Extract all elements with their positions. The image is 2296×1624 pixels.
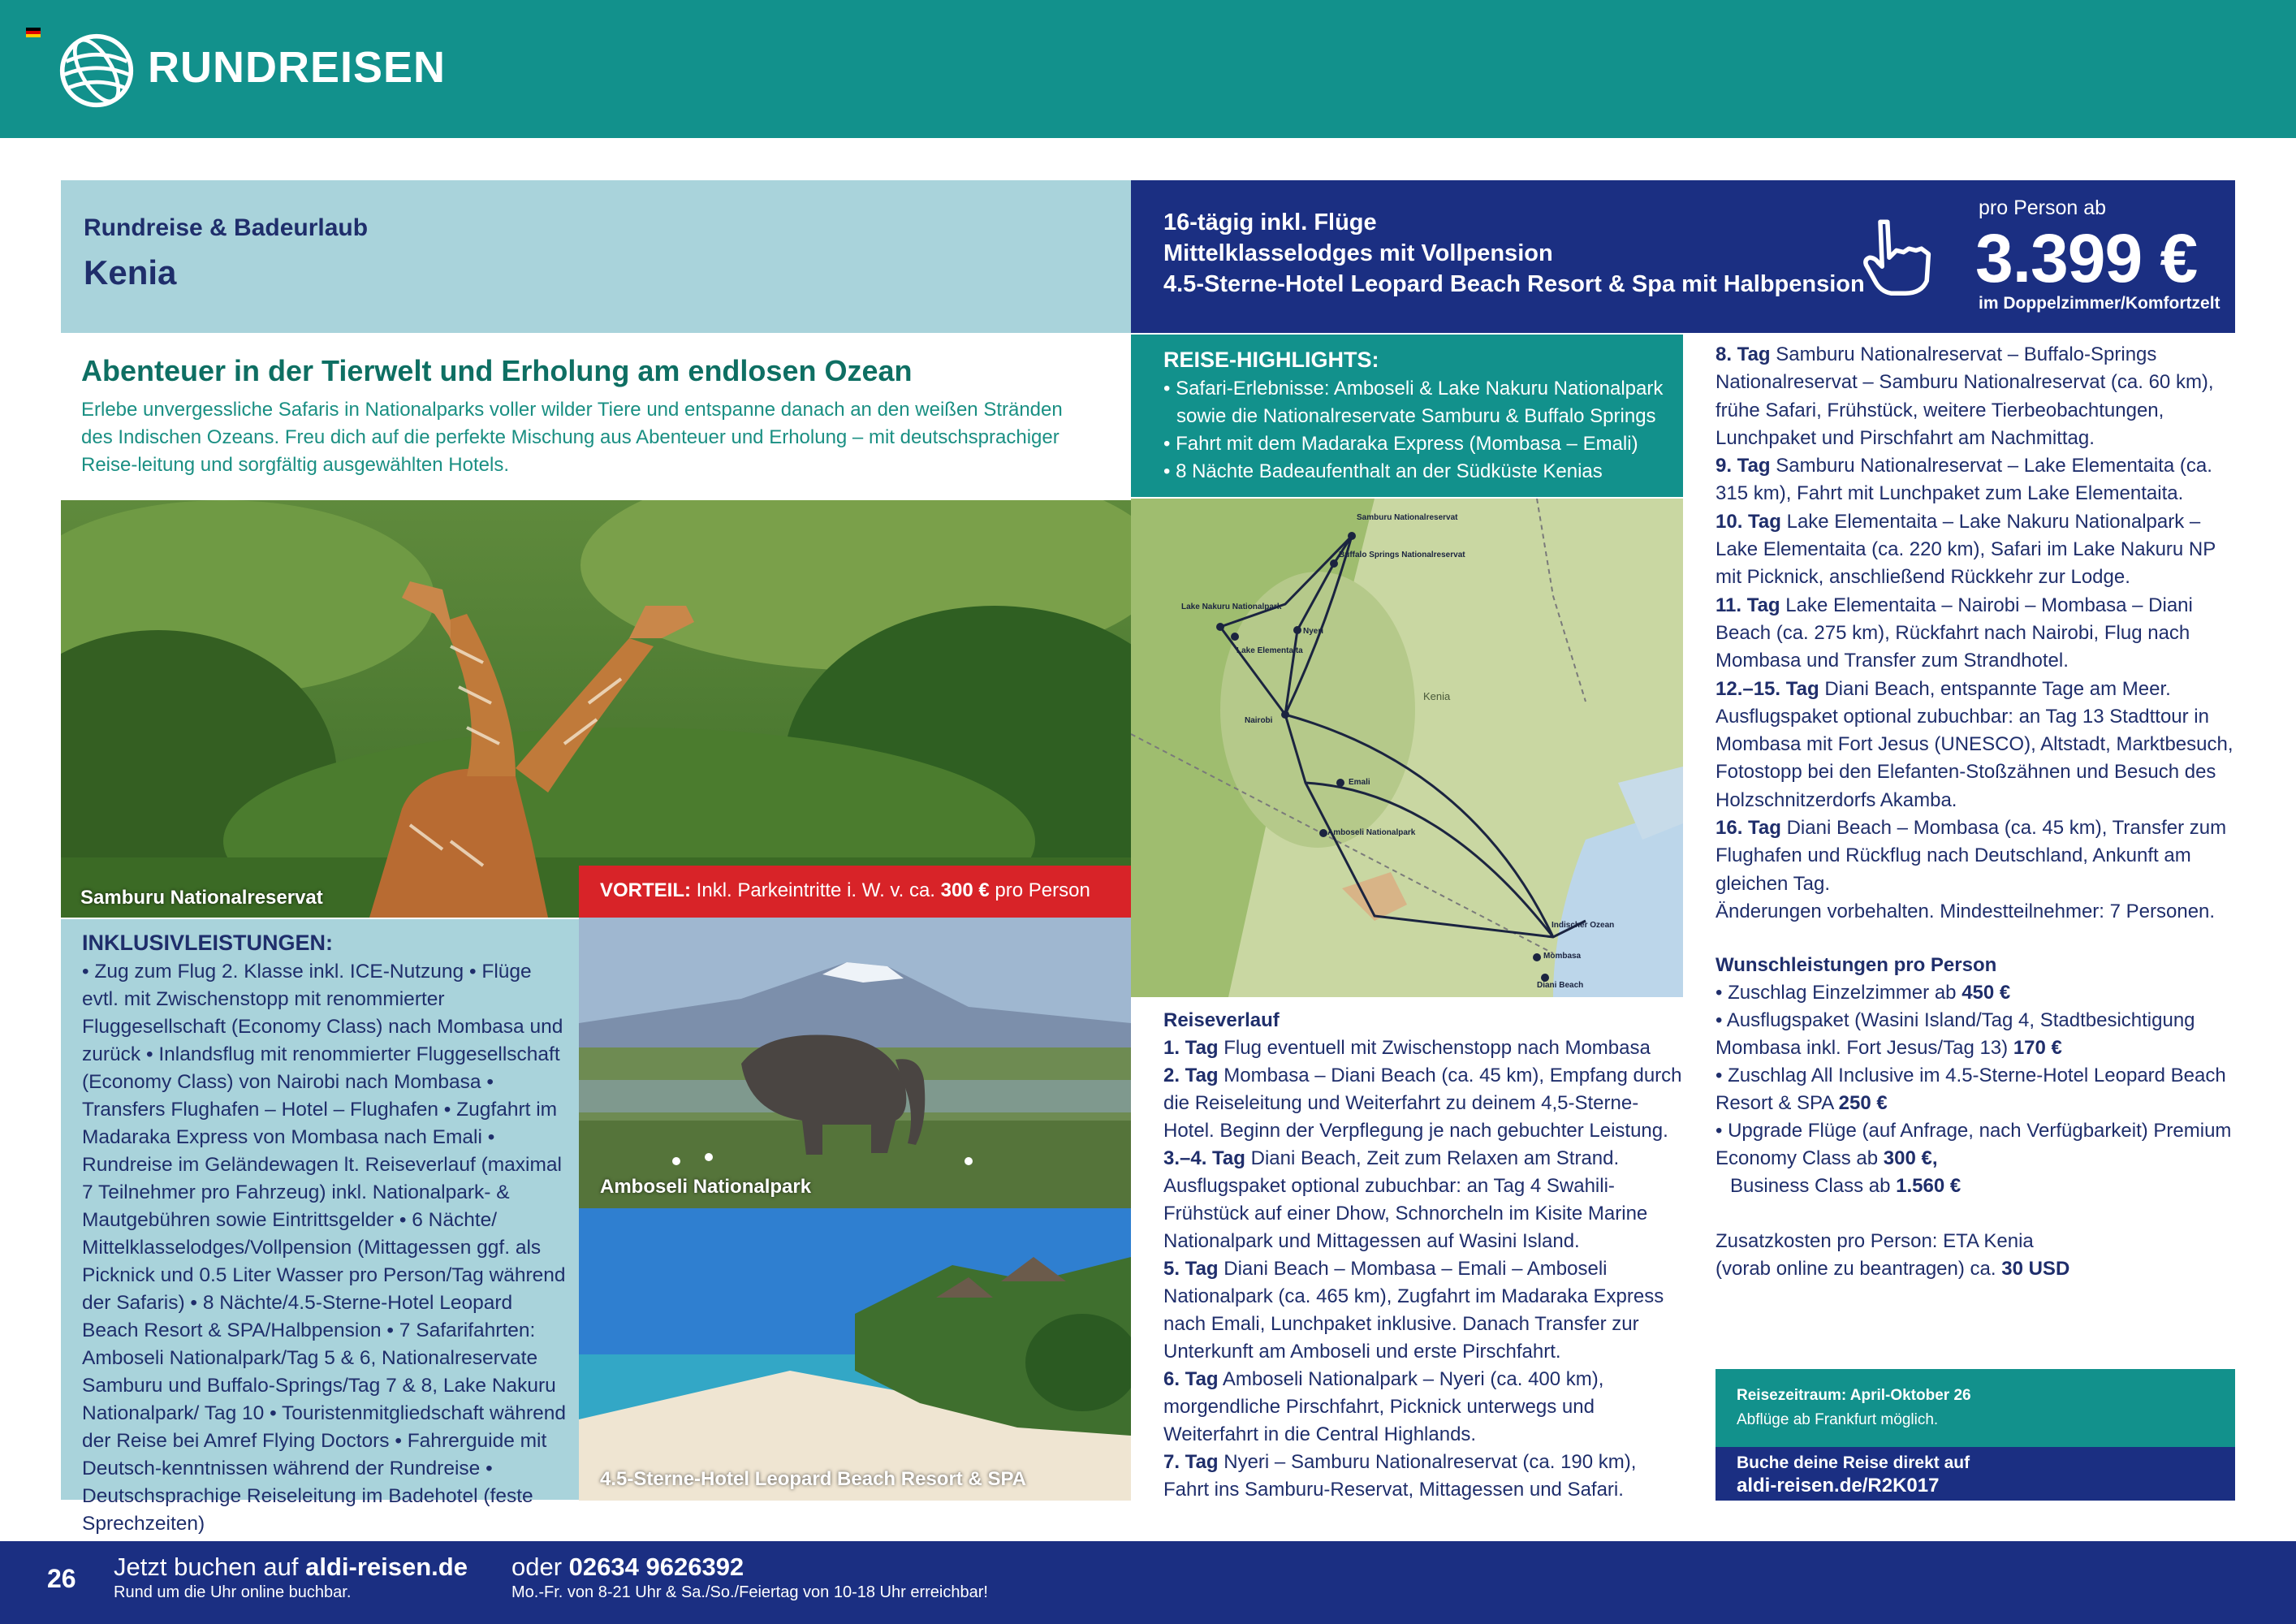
photo-giraffes — [61, 500, 1131, 918]
inclusive-services — [61, 919, 579, 1535]
itinerary-day: 11. Tag Lake Elementaita – Nairobi – Mombasa – Diani Beach (ca. 275 km), Rückfahrt nach Nairobi, Flug nach Mombasa und Transfer zum Strandhotel. — [1716, 594, 2193, 672]
globe-icon — [58, 32, 135, 109]
itinerary-col-2 — [1716, 341, 2239, 926]
map-label-emali: Emali — [1349, 778, 1370, 787]
elephant-illustration — [579, 918, 1131, 1208]
flag-icon — [26, 28, 41, 37]
footer-website-link[interactable]: aldi-reisen.de — [305, 1553, 468, 1581]
section-header — [0, 0, 2296, 138]
map-label-kenia: Kenia — [1423, 690, 1451, 702]
extras-heading: Wunschleistungen pro Person — [1716, 954, 1997, 976]
footer-phone-hours: Mo.-Fr. von 8-21 Uhr & Sa./So./Feiertag von 10-18 Uhr erreichbar! — [511, 1583, 988, 1601]
map-label-samburu: Samburu Nationalreservat — [1357, 513, 1458, 522]
optional-extras — [1716, 952, 2239, 1200]
page-number: 26 — [47, 1564, 76, 1593]
extras-item: • Zuschlag All Inclusive im 4.5-Sterne-Hotel Leopard Beach Resort & SPA 250 € — [1716, 1065, 2226, 1114]
trip-fact-duration: 16-tägig inkl. Flüge — [1163, 209, 1377, 235]
caption-beach-hotel: 4.5-Sterne-Hotel Leopard Beach Resort & SPA — [600, 1468, 1027, 1490]
inclusive-heading: INKLUSIVLEISTUNGEN: — [82, 931, 334, 955]
inclusive-text: • Zug zum Flug 2. Klasse inkl. ICE-Nutzung • Flüge evtl. mit Zwischenstopp mit renommierter Fluggesellschaft (Economy Class) nach Mombasa und zurück • Inlandsflug mit renommierter Fluggesellschaft (Economy Class) von Nairobi nach Mombasa • Transfers Flughafen – Hotel – Flughafen • Zugfahrt im Madaraka Express von Mombasa nach Emali • Rundreise im Geländewagen lt. Reiseverlauf (maximal 7 Teilnehmer pro Fahrzeug) inkl. Nationalpark- & Mautgebühren sowie Eintrittsgelder • 6 Nächte/ Mittelklasselodges/Vollpension (Mittagessen ggf. als Picknick und 0.5 Liter Wasser pro Person/Tag während der Safaris) • 8 Nächte/4.5-Sterne-Hotel Leopard Beach Resort & SPA/Halbpension • 7 Safarifahrten: Amboseli Nationalpark/Tag 5 & 6, Nationalreservate Samburu und Buffalo-Springs/Tag 7 & 8, Lake Nakuru Nationalpark/ Tag 10 • Touristenmitgliedschaft während der Reise bei Amref Flying Doctors • Fahrerguide mit Deutsch-kenntnissen während der Rundreise • Deutschsprachige Reiseleitung im Badehotel (feste Sprechzeiten) — [82, 961, 567, 1535]
itinerary-day: 10. Tag Lake Elementaita – Lake Nakuru Nationalpark – Lake Elementaita (ca. 220 km), Safari im Lake Nakuru NP mit Picknick, anschließend Rückkehr zur Lodge. — [1716, 510, 2216, 589]
map-label-elementaita: Lake Elementaita — [1236, 646, 1303, 655]
pointing-hand-icon — [1854, 211, 1943, 300]
map-label-nakuru: Lake Nakuru Nationalpark — [1181, 603, 1282, 611]
trip-kicker: Rundreise & Badeurlaub — [84, 214, 369, 241]
intro-heading: Abenteuer in der Tierwelt und Erholung am endlosen Ozean — [81, 354, 913, 387]
itinerary-col-1 — [1163, 1007, 1683, 1504]
photo-beach — [579, 1208, 1131, 1501]
extra-costs — [1716, 1228, 2239, 1283]
itinerary-note: Änderungen vorbehalten. Mindestteilnehmer: 7 Personen. — [1716, 900, 2216, 922]
route-map-graphic — [1131, 499, 1683, 997]
map-label-nairobi: Nairobi — [1245, 716, 1273, 725]
map-label-buffalo: Buffalo Springs Nationalreservat — [1339, 551, 1465, 559]
trip-fact-hotel: 4.5-Sterne-Hotel Leopard Beach Resort & Spa mit Halbpension — [1163, 271, 1865, 297]
footer-book-sub: Rund um die Uhr online buchbar. — [114, 1583, 352, 1601]
highlight-item: • Fahrt mit dem Madaraka Express (Mombasa – Emali) — [1163, 433, 1638, 455]
itinerary-day: 5. Tag Diani Beach – Mombasa – Emali – Amboseli Nationalpark (ca. 465 km), Zugfahrt im Madaraka Express nach Emali, Lunchpaket inklusive. Danach Transfer zur Unterkunft am Amboseli und erste Pirschfahrt. — [1163, 1258, 1664, 1363]
trip-title-box — [61, 180, 1131, 333]
travel-period-title: Reisezeitraum: April-Oktober 26 — [1737, 1387, 1971, 1404]
itinerary-heading: Reiseverlauf — [1163, 1009, 1280, 1031]
footer-phone: oder 02634 9626392 — [511, 1553, 744, 1581]
beach-illustration — [579, 1208, 1131, 1501]
extras-list — [1716, 979, 2239, 1200]
advantage-suffix: pro Person — [995, 879, 1090, 901]
map-label-diani: Diani Beach — [1537, 981, 1584, 990]
extras-item: • Ausflugspaket (Wasini Island/Tag 4, Stadtbesichtigung Mombasa inkl. Fort Jesus/Tag 13) 170 € — [1716, 1009, 2195, 1059]
travel-period-sub: Abflüge ab Frankfurt möglich. — [1737, 1411, 1939, 1428]
itinerary-day: 3.–4. Tag Diani Beach, Zeit zum Relaxen am Strand. Ausflugspaket optional zubuchbar: an Tag 4 Swahili-Frühstück auf einer Dhow, Schnorcheln im Kisite Marine Nationalpark und Mittagessen auf Wasini Island. — [1163, 1147, 1648, 1252]
extra-costs-line2: (vorab online zu beantragen) ca. 30 USD — [1716, 1258, 2070, 1280]
itinerary-day: 9. Tag Samburu Nationalreservat – Lake Elementaita (ca. 315 km), Fahrt mit Lunchpaket zum Lake Elementaita. — [1716, 455, 2212, 505]
highlights-list — [1163, 375, 1663, 486]
price-value: 3.399 € — [1975, 220, 2198, 296]
giraffe-illustration — [61, 500, 1131, 918]
advantage-banner — [579, 866, 1131, 918]
map-label-amboseli: Amboseli Nationalpark — [1327, 828, 1416, 837]
booking-link[interactable]: aldi-reisen.de/R2K017 — [1737, 1475, 1940, 1497]
extras-item: Business Class ab 1.560 € — [1730, 1175, 1962, 1197]
extras-item: • Zuschlag Einzelzimmer ab 450 € — [1716, 982, 2011, 1004]
trip-name: Kenia — [84, 253, 177, 292]
itinerary-day: 6. Tag Amboseli Nationalpark – Nyeri (ca. 400 km), morgendliche Pirschfahrt, Picknick unterwegs und Weiterfahrt in die Central Highlands. — [1163, 1368, 1604, 1445]
extra-costs-line1: Zusatzkosten pro Person: ETA Kenia — [1716, 1230, 2034, 1252]
advantage-label: VORTEIL: — [600, 879, 691, 901]
map-label-mombasa: Mombasa — [1543, 952, 1582, 961]
itinerary-day: 2. Tag Mombasa – Diani Beach (ca. 45 km), Empfang durch die Reiseleitung und Weiterfahrt zu deinem 4,5-Sterne-Hotel. Beginn der Verpflegung je nach gebuchter Leistung. — [1163, 1065, 1682, 1142]
route-map — [1131, 499, 1683, 997]
map-label-nyeri: Nyeri — [1303, 627, 1324, 636]
caption-amboseli: Amboseli Nationalpark — [600, 1176, 812, 1198]
highlights-heading: REISE-HIGHLIGHTS: — [1163, 348, 1379, 372]
trip-fact-lodges: Mittelklasselodges mit Vollpension — [1163, 240, 1553, 266]
photo-elephant — [579, 918, 1131, 1208]
highlights-box — [1131, 335, 1683, 497]
section-title: RUNDREISEN — [148, 43, 447, 92]
travel-period-box — [1716, 1369, 2235, 1447]
price-note: im Doppelzimmer/Komfortzelt — [1979, 294, 2220, 313]
itinerary-day: 1. Tag Flug eventuell mit Zwischenstopp nach Mombasa — [1163, 1037, 1651, 1059]
price-box — [1131, 180, 2235, 333]
advantage-desc: Inkl. Parkeintritte i. W. v. ca. — [696, 879, 935, 901]
footer — [0, 1541, 2296, 1624]
footer-book-online: Jetzt buchen auf aldi-reisen.de — [114, 1553, 468, 1581]
booking-title: Buche deine Reise direkt auf — [1737, 1453, 1970, 1472]
itinerary-day: 16. Tag Diani Beach – Mombasa (ca. 45 km), Transfer zum Flughafen und Rückflug nach Deutschland, Ankunft am gleichen Tag. — [1716, 817, 2227, 895]
extras-item: • Upgrade Flüge (auf Anfrage, nach Verfügbarkeit) Premium Economy Class ab 300 €, — [1716, 1120, 2232, 1169]
itinerary-day: 7. Tag Nyeri – Samburu Nationalreservat (ca. 190 km), Fahrt ins Samburu-Reservat, Mittagessen und Safari. — [1163, 1451, 1637, 1501]
map-label-ozean: Indischer Ozean — [1552, 921, 1615, 930]
highlight-item: • Safari-Erlebnisse: Amboseli & Lake Nakuru Nationalpark — [1163, 378, 1664, 400]
itinerary-day: 8. Tag Samburu Nationalreservat – Buffalo-Springs Nationalreservat – Samburu Nationalreservat (ca. 60 km), frühe Safari, Frühstück, weitere Tierbeobachtungen, Lunchpaket und Pirschfahrt am Nachmittag. — [1716, 343, 2214, 449]
intro-text: Erlebe unvergessliche Safaris in Nationalparks voller wilder Tiere und entspanne danach an den weißen Stränden des Indischen Ozeans. Freu dich auf die perfekte Mischung aus Abenteuer und Erholung – mit deutschsprachiger Reise-leitung und sorgfältig ausgewählten Hotels. — [81, 399, 1063, 476]
itinerary-day: 12.–15. Tag Diani Beach, entspannte Tage am Meer. Ausflugspaket optional zubuchbar: an Tag 13 Stadttour in Mombasa mit Fort Jesus (UNESCO), Altstadt, Marktbesuch, Fotostopp bei den Elefanten-Stoßzähnen und Besuch des Holzschnitzerdorfs Akamba. — [1716, 677, 2233, 811]
highlight-item: sowie die Nationalreservate Samburu & Buffalo Springs — [1176, 405, 1656, 427]
caption-samburu: Samburu Nationalreservat — [80, 887, 323, 909]
highlight-item: • 8 Nächte Badeaufenthalt an der Südküste Kenias — [1163, 460, 1603, 482]
footer-phone-number[interactable]: 02634 9626392 — [568, 1553, 744, 1581]
advantage-amount: 300 € — [940, 879, 990, 901]
booking-box[interactable] — [1716, 1447, 2235, 1501]
price-per-person: pro Person ab — [1979, 197, 2107, 219]
advantage-text — [600, 879, 1090, 902]
